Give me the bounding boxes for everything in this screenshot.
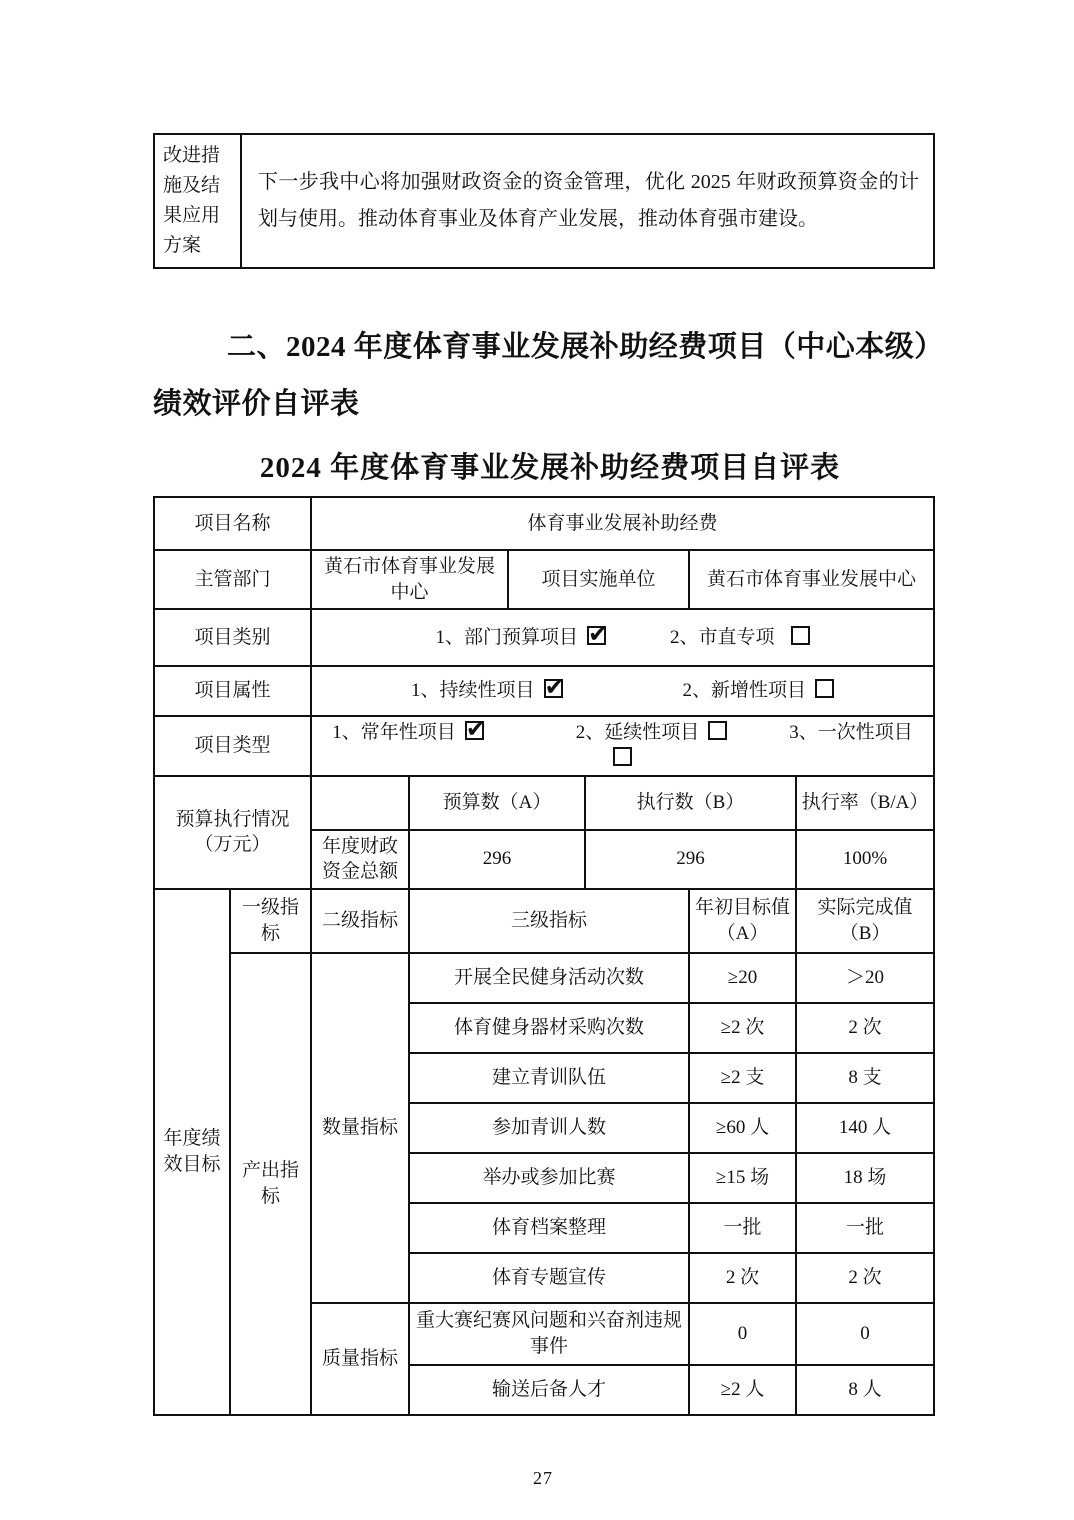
table-row (154, 716, 934, 775)
attribute-option-1 (411, 680, 563, 701)
indicator-name: 重大赛纪赛风问题和兴奋剂违规事件 (409, 1303, 689, 1365)
indicator-name: 体育专题宣传 (409, 1253, 689, 1303)
type-options (311, 716, 934, 775)
section-heading (153, 319, 953, 433)
level2-quality-label: 质量指标 (311, 1303, 409, 1415)
budget-section-label: 预算执行情况（万元） (154, 776, 311, 889)
indicator-name: 建立青训队伍 (409, 1053, 689, 1103)
type-options-line1 (316, 720, 929, 746)
category-label: 项目类别 (154, 609, 311, 666)
indicator-actual: 18 场 (796, 1153, 934, 1203)
checkbox-unchecked-icon (815, 679, 834, 698)
table-title: 2024 年度体育事业发展补助经费项目自评表 (259, 452, 841, 484)
indicator-target: 一批 (689, 1203, 796, 1253)
indicator-target: ≥20 (689, 953, 796, 1003)
indicator-target: ≥60 人 (689, 1103, 796, 1153)
self-evaluation-table (153, 496, 935, 1416)
indicator-target: ≥2 次 (689, 1003, 796, 1053)
implementer-value: 黄石市体育事业发展中心 (689, 550, 934, 609)
category-option-1-label: 1、部门预算项目 (435, 626, 579, 648)
budget-rate-header: 执行率（B/A） (796, 776, 934, 830)
improvement-measures-table (153, 133, 935, 269)
type-label: 项目类型 (154, 716, 311, 775)
checkbox-unchecked-icon (791, 626, 810, 645)
indicator-name: 参加青训人数 (409, 1103, 689, 1153)
section-heading-line1: 二、2024 年度体育事业发展补助经费项目（中心本级） (227, 331, 944, 363)
budget-value-a: 296 (409, 830, 585, 889)
indicator-actual: ＞20 (796, 953, 934, 1003)
budget-rate-value: 100% (796, 830, 934, 889)
page-number: 27 (533, 1467, 553, 1488)
target-header: 年初目标值（A） (689, 889, 796, 953)
implementer-label: 项目实施单位 (508, 550, 689, 609)
table-row (154, 889, 934, 953)
checkbox-checked-icon (544, 679, 563, 698)
indicator-name: 体育档案整理 (409, 1203, 689, 1253)
indicator-name: 举办或参加比赛 (409, 1153, 689, 1203)
category-option-1 (436, 627, 607, 648)
budget-value-b: 296 (585, 830, 796, 889)
indicator-name: 输送后备人才 (409, 1365, 689, 1415)
attribute-option-2 (683, 680, 835, 701)
budget-col-a-header: 预算数（A） (409, 776, 585, 830)
indicator-target: ≥2 支 (689, 1053, 796, 1103)
indicator-actual: 一批 (796, 1203, 934, 1253)
level2-header: 二级指标 (311, 889, 409, 953)
level3-header: 三级指标 (409, 889, 689, 953)
indicator-target: 0 (689, 1303, 796, 1365)
type-option-3 (789, 722, 913, 743)
indicator-name: 开展全民健身活动次数 (409, 953, 689, 1003)
type-option-1 (332, 722, 484, 743)
attribute-option-1-label: 1、持续性项目 (411, 680, 535, 702)
table-row (154, 776, 934, 830)
indicator-actual: 8 人 (796, 1365, 934, 1415)
table-row (154, 497, 934, 550)
level1-header: 一级指标 (230, 889, 311, 953)
improvement-label: 改进措施及结果应用方案 (154, 134, 241, 268)
indicator-actual: 2 次 (796, 1253, 934, 1303)
department-value: 黄石市体育事业发展中心 (311, 550, 508, 609)
annual-goal-label: 年度绩效目标 (154, 889, 230, 1415)
attribute-options (311, 666, 934, 716)
table-row (154, 134, 934, 268)
project-name-label: 项目名称 (154, 497, 311, 550)
checkbox-unchecked-icon (708, 721, 727, 740)
level2-quantity-label: 数量指标 (311, 953, 409, 1303)
indicator-target: 2 次 (689, 1253, 796, 1303)
project-name-value: 体育事业发展补助经费 (311, 497, 934, 550)
budget-empty-cell (311, 776, 409, 830)
category-option-2-label: 2、市直专项 (670, 626, 775, 648)
checkbox-unchecked-icon (613, 747, 632, 766)
type-option-1-label: 1、常年性项目 (332, 722, 456, 744)
budget-col-b-header: 执行数（B） (585, 776, 796, 830)
actual-header: 实际完成值（B） (796, 889, 934, 953)
category-option-2 (670, 627, 810, 648)
attribute-option-2-label: 2、新增性项目 (682, 680, 807, 702)
category-options (311, 609, 934, 666)
table-row (154, 609, 934, 666)
department-label: 主管部门 (154, 550, 311, 609)
type-option-3-label: 3、一次性项目 (789, 722, 913, 744)
type-option-2 (576, 722, 728, 743)
table-row (154, 666, 934, 716)
checkbox-checked-icon (587, 626, 606, 645)
indicator-target: ≥2 人 (689, 1365, 796, 1415)
budget-row-label: 年度财政资金总额 (311, 830, 409, 889)
indicator-target: ≥15 场 (689, 1153, 796, 1203)
section-heading-line2: 绩效评价自评表 (153, 388, 360, 420)
attribute-label: 项目属性 (154, 666, 311, 716)
checkbox-checked-icon (465, 721, 484, 740)
improvement-content: 下一步我中心将加强财政资金的资金管理，优化 2025 年财政预算资金的计划与使用。推动体育事业及体育产业发展，推动体育强市建设。 (241, 134, 934, 268)
type-option-2-label: 2、延续性项目 (575, 722, 700, 744)
indicator-actual: 2 次 (796, 1003, 934, 1053)
table-row (154, 550, 934, 609)
indicator-row (154, 953, 934, 1003)
type-options-line2 (316, 746, 929, 772)
indicator-actual: 0 (796, 1303, 934, 1365)
indicator-actual: 140 人 (796, 1103, 934, 1153)
indicator-actual: 8 支 (796, 1053, 934, 1103)
level1-value: 产出指标 (230, 953, 311, 1415)
indicator-name: 体育健身器材采购次数 (409, 1003, 689, 1053)
